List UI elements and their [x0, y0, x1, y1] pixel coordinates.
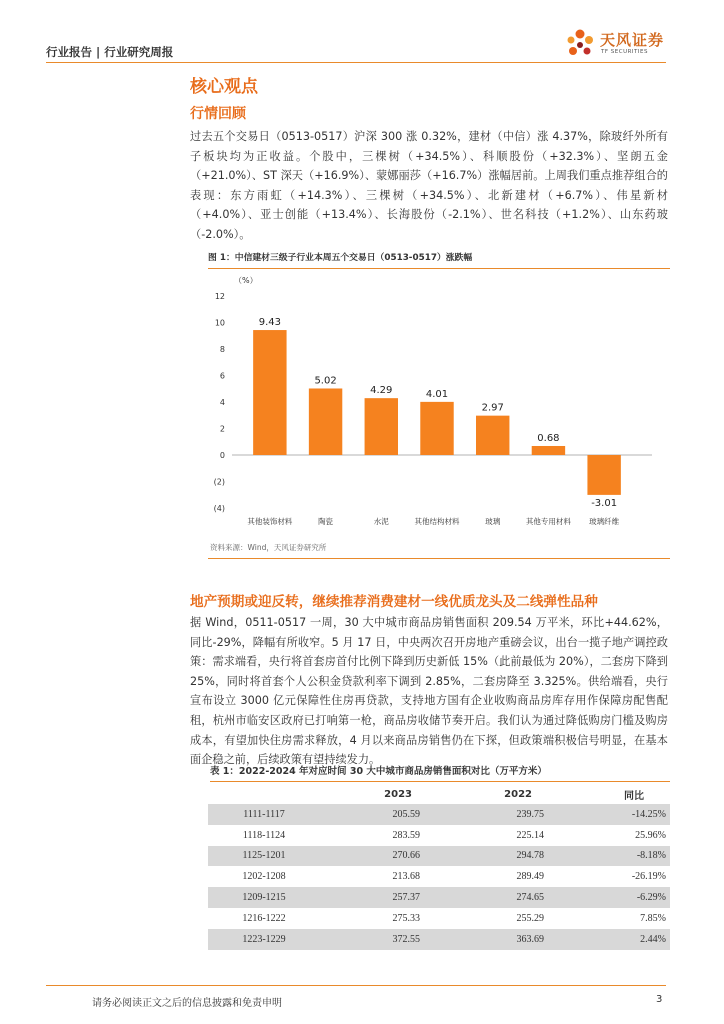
table-cell-period: 1111-1117 [208, 804, 320, 825]
bar-6 [532, 446, 565, 455]
x-tick-label: 其他装饰材料 [247, 517, 293, 526]
table-header-row [208, 785, 670, 804]
table-cell-yoy: -8.18% [558, 846, 670, 867]
bar-2 [309, 388, 342, 455]
y-axis-unit-label: （%） [234, 276, 258, 285]
bar-1 [253, 330, 286, 455]
section2-title: 地产预期或迎反转，继续推荐消费建材一线优质龙头及二线弹性品种 [190, 594, 598, 610]
table-cell-2022: 363.69 [434, 929, 558, 950]
table-row [208, 908, 670, 929]
figure-title: 图 1：中信建材三级子行业本周五个交易日（0513-0517）涨跌幅 [208, 250, 670, 269]
figure-source: 资料来源：Wind，天风证券研究所 [210, 543, 327, 552]
x-tick-label: 玻璃纤维 [589, 517, 620, 526]
table-row [208, 929, 670, 950]
subsector-return-chart [208, 266, 670, 538]
section-subtitle: 行情回顾 [190, 106, 246, 122]
y-tick-label: (4) [213, 504, 225, 513]
table-cell-yoy: -14.25% [558, 804, 670, 825]
table-cell-2022: 225.14 [516, 829, 544, 841]
y-tick-label: 4 [219, 398, 225, 407]
table-header-yoy: 同比 [624, 791, 644, 802]
y-tick-label: 8 [219, 345, 225, 354]
table-row [208, 866, 670, 887]
bar-value-label: 2.97 [481, 402, 504, 414]
table-cell-2023: 372.55 [320, 929, 434, 950]
header-divider [46, 62, 666, 63]
table-title: 表 1：2022-2024 年对应时间 30 大中城市商品房销售面积对比（万平方米） [210, 763, 670, 782]
page-number: 3 [656, 994, 663, 1005]
y-tick-label: 10 [214, 318, 225, 328]
table-cell-2022: 294.78 [434, 846, 558, 867]
table-cell-2023: 283.59 [392, 829, 420, 841]
table-cell-period: 1223-1229 [208, 929, 320, 950]
x-tick-label: 陶瓷 [318, 517, 334, 526]
table-cell-2023: 270.66 [320, 846, 434, 867]
table-row [208, 887, 670, 908]
table-cell-2023: 257.37 [320, 887, 434, 908]
y-tick-label: 12 [214, 292, 225, 301]
table-cell-yoy: -26.19% [631, 871, 666, 883]
figure-bottom-rule [208, 558, 670, 559]
table-header-period [208, 785, 320, 804]
table-header-2023: 2023 [384, 789, 412, 800]
report-category: 行业报告 | 行业研究周报 [46, 45, 174, 59]
table-cell-2022: 255.29 [516, 912, 544, 924]
table-cell-period: 1216-1222 [242, 912, 286, 924]
y-tick-label: (2) [213, 477, 225, 487]
table-cell-2022: 239.75 [434, 804, 558, 825]
x-tick-label: 其他专用材料 [525, 517, 571, 526]
table-cell-2022: 274.65 [434, 887, 558, 908]
bar-7 [587, 455, 620, 495]
logo-name: 天风证券 [600, 31, 665, 49]
table-row [208, 804, 670, 825]
bar-value-label: 9.43 [258, 317, 281, 329]
footer-divider [46, 985, 666, 986]
bar-value-label: 0.68 [537, 432, 560, 444]
y-tick-label: 6 [219, 371, 225, 381]
bar-4 [420, 402, 453, 455]
market-review-paragraph: 过去五个交易日（0513-0517）沪深 300 涨 0.32%，建材（中信）涨 4.37%，除玻纤外所有子板块均为正收益。个股中，三棵树（+34.5%）、科顺股份（+32.3%）、坚朗五金（+21.0%）、ST 深天（+16.9%）、蒙娜丽莎（+16.7%）涨幅居前。上周我们重点推荐组合的表现：东方雨虹（+14.3%）、三棵树（+34.5%）、北新建材（+6.7%）、伟星新材（+4.0%）、亚士创能（+13.4%）、长海股份（-2.1%）、世名科技（+1.2%）、山东药玻（-2.0%）。 [190, 130, 668, 241]
table-cell-period: 1209-1215 [208, 887, 320, 908]
x-tick-label: 其他结构材料 [414, 517, 460, 526]
bar-value-label: 4.29 [370, 385, 393, 397]
table-cell-2023: 205.59 [320, 804, 434, 825]
table-cell-2023: 275.33 [392, 912, 420, 924]
table-row [208, 846, 670, 867]
table-cell-yoy: -6.29% [558, 887, 670, 908]
footer-disclaimer: 请务必阅读正文之后的信息披露和免责申明 [92, 998, 282, 1009]
x-tick-label: 玻璃 [485, 517, 501, 526]
table-cell-period: 1118-1124 [242, 829, 286, 841]
x-tick-label: 水泥 [373, 517, 389, 526]
table-cell-2023: 213.68 [392, 871, 420, 883]
sales-area-table [208, 785, 670, 950]
table-header-2022: 2022 [504, 789, 532, 800]
section-title: 核心观点 [190, 77, 258, 97]
bar-5 [476, 416, 509, 455]
table-row [208, 825, 670, 846]
table-cell-yoy: 2.44% [558, 929, 670, 950]
bar-value-label: 4.01 [425, 388, 449, 400]
y-tick-label: 0 [219, 451, 225, 460]
table-cell-yoy: 25.96% [635, 829, 666, 841]
table-cell-2022: 289.49 [516, 871, 544, 883]
bar-value-label: -3.01 [591, 497, 618, 509]
table-cell-period: 1202-1208 [242, 871, 286, 883]
y-tick-label: 2 [219, 424, 225, 434]
bar-3 [365, 398, 398, 455]
property-outlook-paragraph: 据 Wind，0511-0517 一周，30 大中城市商品房销售面积 209.54 万平米，环比+44.62%，同比-29%，降幅有所收窄。5 月 17 日，中央两次召开房地产重磅会议，出台一揽子地产调控政策：需求端看，央行将首套房首付比例下降到历史新低 15%（此前最低为 20%），二套房下降到 25%，同时将首套个人公积金贷款利率下调到 2.85%，二套房降至 3.325%。供给端看，央行宣布设立 3000 亿元保障性住房再贷款，支持地方国有企业收购商品房库存用作保障房配售配租，杭州市临安区政府已打响第一枪，商品房收储节奏开启。我们认为通过降低购房门槛及购房成本，有望加快住房需求释放，4 月以来商品房销售仍在下探，但政策端积极信号明显，在基本面企稳之前，后续政策有望持续发力。 [190, 616, 668, 767]
table-cell-yoy: 7.85% [640, 912, 666, 924]
logo-subtitle: TF SECURITIES [601, 49, 648, 55]
bar-value-label: 5.02 [314, 375, 337, 387]
table-cell-period: 1125-1201 [208, 846, 320, 867]
